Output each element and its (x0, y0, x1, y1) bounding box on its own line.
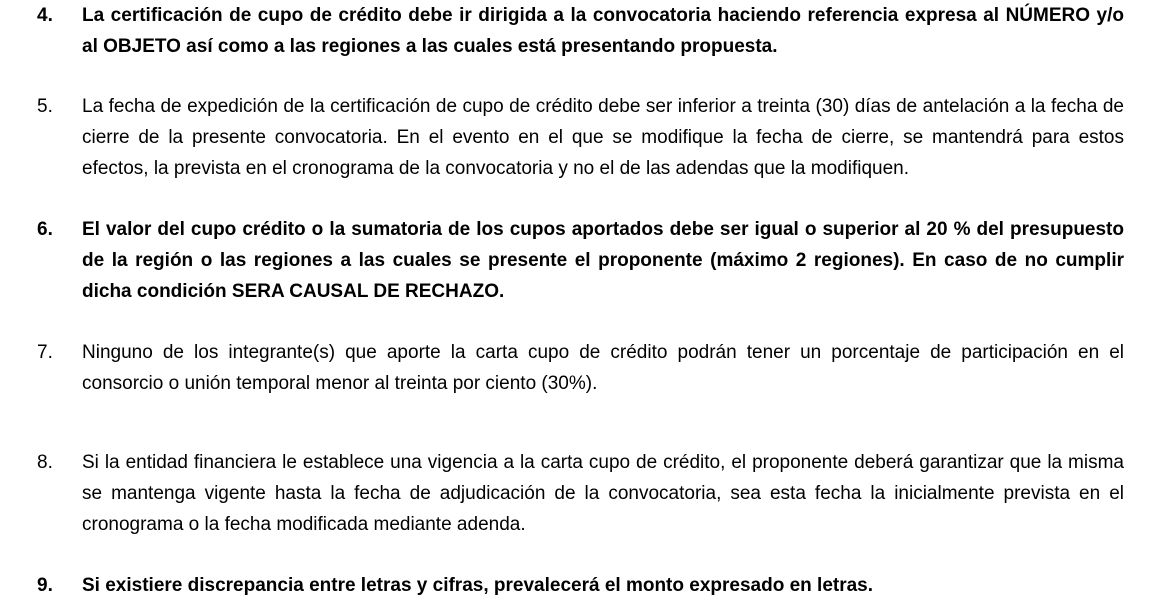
item-text: La fecha de expedición de la certificación de cupo de crédito debe ser inferior a treinta (30) días de antelación a la fecha de cierre de la presente convocatoria. En el evento en el que se modifique la fecha de cierre, se mantendrá para estos efectos, la prevista en el cronograma de la convocatoria y no el de las adendas que la modifiquen. (82, 96, 1124, 179)
item-number: 8. (37, 452, 53, 473)
item-text: Si la entidad financiera le establece una vigencia a la carta cupo de crédito, el proponente deberá garantizar que la misma se mantenga vigente hasta la fecha de adjudicación de la convocatoria, sea esta fecha la inicialmente prevista en el cronograma o la fecha modificada mediante adenda. (82, 452, 1124, 535)
item-number: 7. (37, 342, 53, 363)
item-text: El valor del cupo crédito o la sumatoria de los cupos aportados debe ser igual o superior al 20 % del presupuesto de la región o las regiones a las cuales se presente el proponente (máximo 2 regiones). En caso de no cumplir dicha condición SERA CAUSAL DE RECHAZO. (82, 219, 1124, 302)
item-number: 9. (37, 575, 53, 596)
item-text: La certificación de cupo de crédito debe ir dirigida a la convocatoria haciendo referencia expresa al NÚMERO y/o al OBJETO así como a las regiones a las cuales está presentando propuesta. (82, 5, 1124, 57)
item-text: Si existiere discrepancia entre letras y cifras, prevalecerá el monto expresado en letras. (82, 575, 874, 596)
item-number: 4. (37, 5, 53, 26)
item-text: Ninguno de los integrante(s) que aporte la carta cupo de crédito podrán tener un porcentaje de participación en el consorcio o unión temporal menor al treinta por ciento (30%). (82, 342, 1124, 394)
item-number: 6. (37, 219, 53, 240)
item-number: 5. (37, 96, 53, 117)
